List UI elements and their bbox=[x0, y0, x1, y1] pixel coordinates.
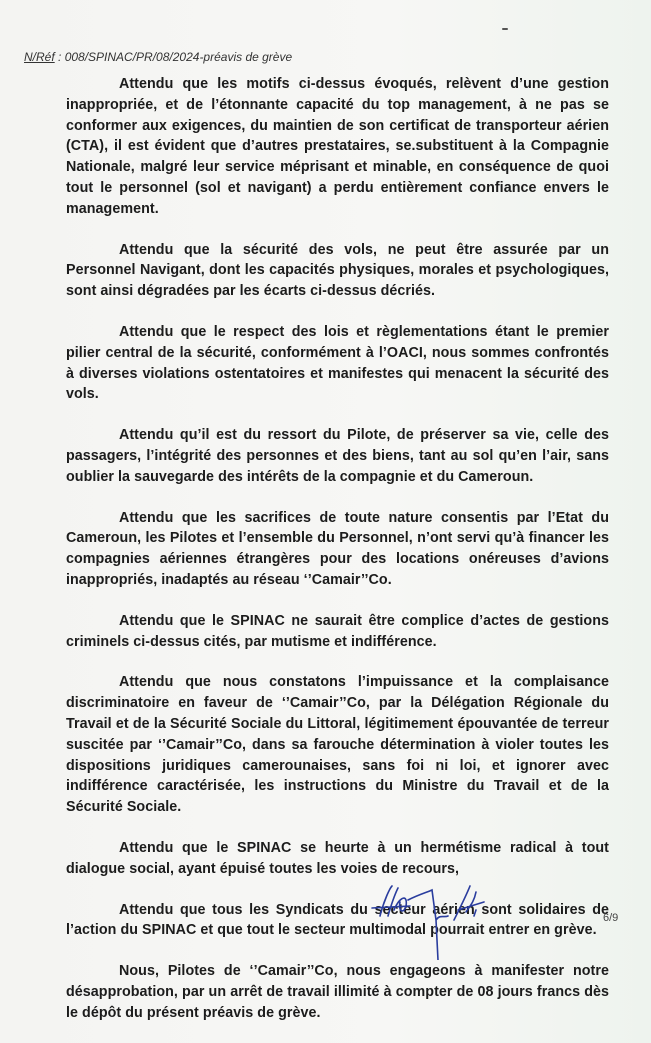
paragraph-respect-lois: Attendu que le respect des lois et règlementations étant le premier pilier central de la sécurité, conformément à l’OACI, nous sommes confrontés à diverses violations ostentatoires et manifestes qui menacent la sécurité des vols. bbox=[66, 323, 609, 403]
document-body bbox=[66, 74, 609, 1043]
page-number: 6/9 bbox=[603, 912, 619, 924]
paragraph-impuissance: Attendu que nous constatons l’impuissance et la complaisance discriminatoire en faveur de ‘’Camair’’Co, par la Délégation Régionale du Travail et de la Sécurité Sociale du Littoral, légitimement épouvantée de terreur suscitée par ‘’Camair’’Co, dans sa farouche détermination à violer toutes les dispositions juridiques camerounaises, sans foi ni loi, et ignorer avec indifférence caractérisée, les instructions du Ministre du Travail et de la Sécurité Sociale. bbox=[66, 674, 609, 816]
reference-line bbox=[24, 50, 292, 64]
paragraph-sacrifices: Attendu que les sacrifices de toute nature consentis par l’Etat du Cameroun, les Pilotes et l’ensemble du Personnel, n’ont servi qu’à financer les compagnies aériennes étrangères pour des locations onéreuses d’avions inappropriés, inadaptés au réseau ‘’Camair’’Co. bbox=[66, 509, 609, 588]
paragraph-hermetisme: Attendu que le SPINAC se heurte à un hermétisme radical à tout dialogue social, ayant épuisé toutes les voies de recours, bbox=[66, 839, 609, 877]
signature-stroke-1 bbox=[372, 886, 410, 916]
paragraph-complice: Attendu que le SPINAC ne saurait être complice d’actes de gestions criminels ci-dessus cités, par mutisme et indifférence. bbox=[66, 612, 609, 650]
scan-speck bbox=[502, 28, 508, 30]
handwritten-signature bbox=[370, 880, 520, 960]
paragraph-ressort-pilote: Attendu qu’il est du ressort du Pilote, de préserver sa vie, celle des passagers, l’intégrité des personnes et des biens, tant au sol qu’en l’air, sans oublier la sauvegarde des intérêts de la compagnie et du Cameroun. bbox=[66, 427, 609, 485]
signature-stroke-3 bbox=[454, 886, 484, 920]
reference-value: : 008/SPINAC/PR/08/2024-préavis de grève bbox=[54, 50, 293, 64]
signature-stroke-2 bbox=[408, 890, 448, 960]
paragraph-securite-vols: Attendu que la sécurité des vols, ne peut être assurée par un Personnel Navigant, dont les capacités physiques, morales et psychologiques, sont ainsi dégradées par les écarts ci-dessus décriés. bbox=[66, 241, 609, 300]
paragraph-motifs: Attendu que les motifs ci-dessus évoqués, relèvent d’une gestion inappropriée, et de l’étonnante capacité du top management, à ne pas se conformer aux exigences, du maintien de son certificat de transporteur aérien (CTA), il est évident que d’autres prestataires, se.substituent à la Compagnie Nationale, malgré leur service méprisant et minable, en conséquence de quoi tout le personnel (sol et navigant) a perdu entièrement confiance envers le management. bbox=[66, 76, 609, 217]
reference-label: N/Réf bbox=[24, 50, 55, 64]
paragraph-syndicats: Attendu que tous les Syndicats du secteur aérien sont solidaires de l’action du SPINAC et que tout le secteur multimodal pourrait entrer en grève. bbox=[66, 901, 609, 939]
paragraph-conclusion: Nous, Pilotes de ‘’Camair’’Co, nous engageons à manifester notre désapprobation, par un arrêt de travail illimité à compter de 08 jours francs dès le dépôt du présent préavis de grève. bbox=[66, 963, 609, 1021]
